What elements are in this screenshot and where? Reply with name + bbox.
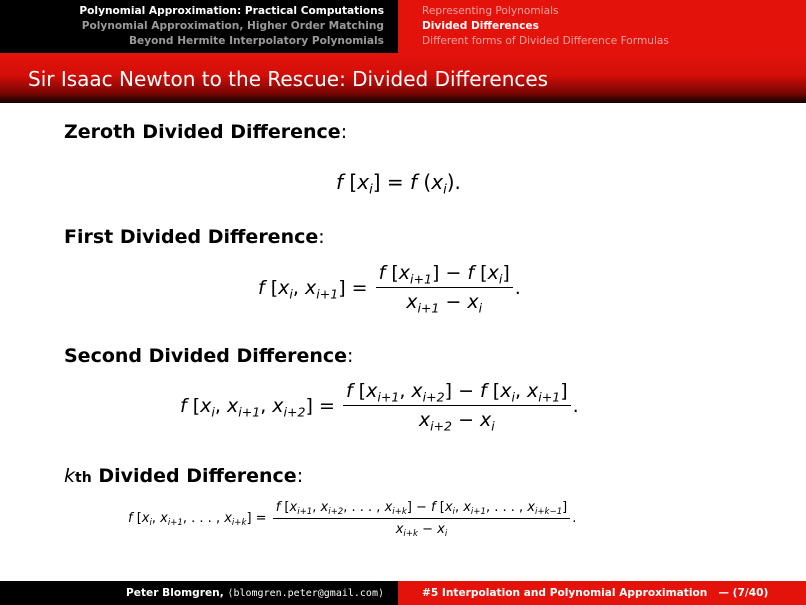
heading-kth-divided-difference <box>64 465 303 487</box>
footer-page-number: — (7/40) <box>718 587 769 599</box>
heading-second-text: Second Divided Difference <box>64 345 348 367</box>
heading-second-colon: : <box>347 345 354 367</box>
heading-zeroth-colon: : <box>340 121 348 143</box>
equation-kth: f [$x_i$, $x_{i+1}$, . . . , $x_{i+k}$] = $\frac{f [x_{i+1}, x_{i+2}, . . . , x_{i+k}] - f [x_i, x_{i+1}, . . . , x_{i+k-1}]}{x_{i+k} - x_i}$ . <box>128 500 577 539</box>
heading-zeroth-divided-difference <box>64 121 347 143</box>
frame-title-bar <box>0 53 806 103</box>
footer-talk-title: #5 Interpolation and Polynomial Approximation <box>422 587 708 599</box>
heading-second-divided-difference <box>64 345 353 367</box>
nav-subsection-representing-polynomials[interactable]: Representing Polynomials <box>422 5 559 17</box>
equation-zeroth: f $[x_i] = f$ $(x_i)$. <box>336 170 461 198</box>
section-navigation <box>0 0 398 53</box>
equation-first: f [$x_i$, $x_{i+1}$] = $\frac{f [x_{i+1}] - f [x_i]}{x_{i+1} - x_i}$ . <box>258 262 521 316</box>
nav-section-beyond-hermite[interactable]: Beyond Hermite Interpolatory Polynomials <box>128 35 384 47</box>
nav-section-higher-order-matching[interactable]: Polynomial Approximation, Higher Order Matching <box>81 20 384 32</box>
heading-zeroth-text: Zeroth Divided Difference <box>64 121 341 143</box>
nav-subsection-divided-differences[interactable]: Divided Differences <box>422 20 539 32</box>
nav-subsection-different-forms[interactable]: Different forms of Divided Difference Formulas <box>422 35 669 47</box>
heading-kth-text: Divided Difference <box>98 465 297 487</box>
heading-first-text: First Divided Difference <box>64 226 319 248</box>
heading-first-divided-difference <box>64 226 325 248</box>
subsection-navigation <box>398 0 806 53</box>
nav-section-practical-computations[interactable]: Polynomial Approximation: Practical Computations <box>79 5 384 17</box>
footer-email: ⟨blomgren.peter@gmail.com⟩ <box>227 587 384 599</box>
header-bar <box>0 0 806 53</box>
heading-kth-prefix: kth <box>64 465 92 487</box>
footer-bar <box>0 581 806 605</box>
footer-talk-area <box>398 581 806 605</box>
equation-second: f [$x_i$, $x_{i+1}$, $x_{i+2}$] = $\frac{f [x_{i+1}, x_{i+2}] - f [x_i, x_{i+1}]}{x_{i+2} - x_i}$ . <box>180 380 579 434</box>
footer-author-area <box>0 581 398 605</box>
frame-title: Sir Isaac Newton to the Rescue: Divided Differences <box>28 67 549 91</box>
heading-kth-colon: : <box>296 465 304 487</box>
heading-first-colon: : <box>318 226 325 248</box>
footer-author: Peter Blomgren, <box>126 587 224 599</box>
